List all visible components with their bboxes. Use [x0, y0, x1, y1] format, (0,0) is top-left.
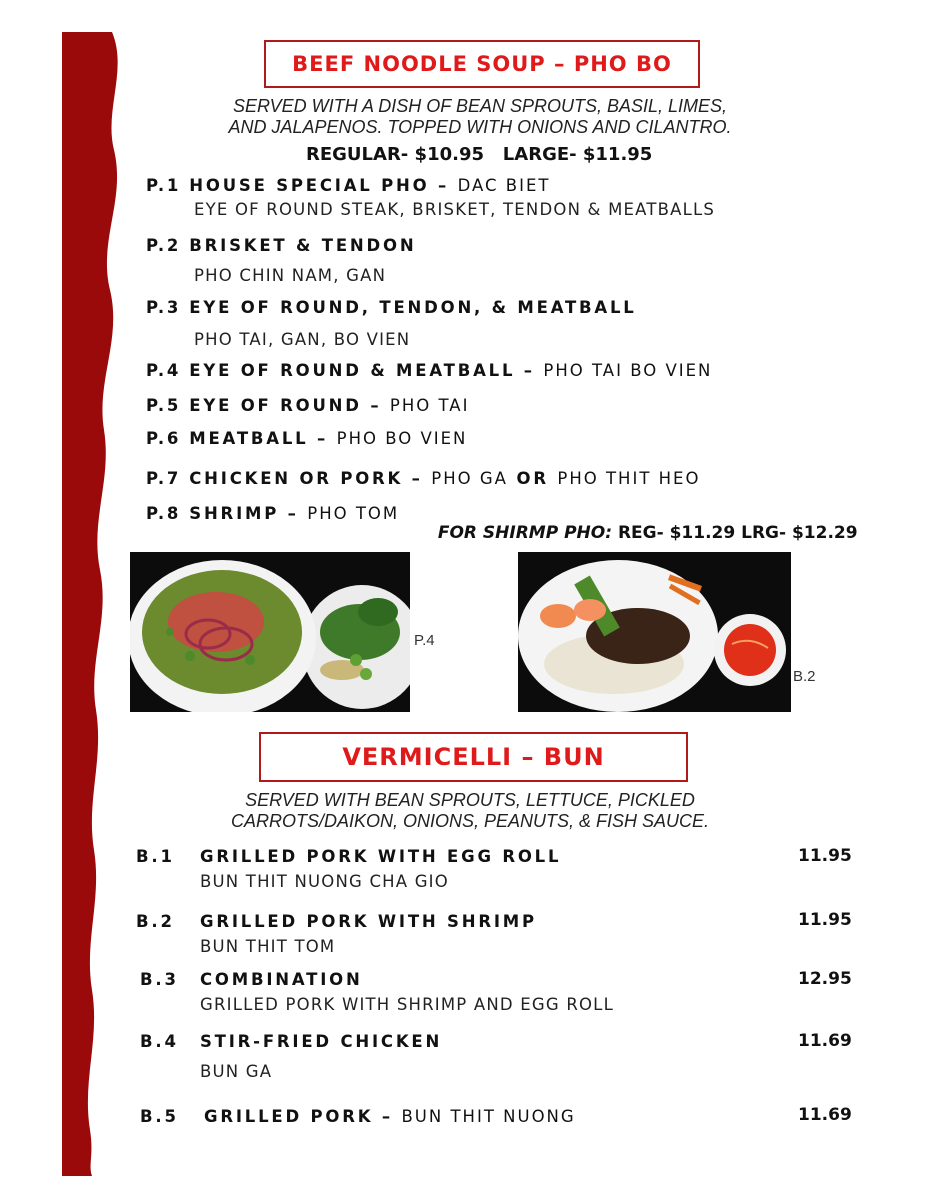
item-name: EYE OF ROUND & MEATBALL	[189, 361, 516, 380]
pho-intro-line-1: SERVED WITH A DISH OF BEAN SPROUTS, BASIL, LIMES,	[232, 96, 728, 116]
item-name: EYE OF ROUND	[189, 396, 362, 415]
bun-item-b3-price: 12.95	[798, 969, 852, 989]
bun-item-b2	[136, 912, 175, 931]
item-code: P.5	[146, 396, 182, 415]
pho-item-p3	[146, 298, 637, 317]
item-dash: –	[308, 429, 337, 448]
item-code: P.7	[146, 469, 182, 488]
bun-item-b2-price: 11.95	[798, 910, 852, 930]
bun-item-b4-desc: BUN GA	[200, 1062, 273, 1081]
pho-item-p4	[146, 361, 712, 380]
photo-caption-right: B.2	[793, 668, 816, 685]
item-code: P.4	[146, 361, 182, 380]
bun-item-b3-desc: GRILLED PORK WITH SHRIMP AND EGG ROLL	[200, 995, 614, 1014]
item-name: SHRIMP	[189, 504, 280, 523]
item-alt: PHO BO VIEN	[336, 429, 468, 448]
shrimp-note-label: FOR SHIRMP PHO:	[437, 523, 613, 543]
item-alt: BUN THIT NUONG	[401, 1107, 576, 1126]
item-code: P.1	[146, 176, 182, 195]
pho-section-title: BEEF NOODLE SOUP – PHO BO	[264, 40, 700, 88]
item-alt: PHO GA	[431, 469, 508, 488]
pho-prices: REGULAR- $10.95 LARGE- $11.95	[306, 144, 653, 165]
bun-intro-line-1: SERVED WITH BEAN SPROUTS, LETTUCE, PICKLED	[245, 790, 695, 810]
photo-vermicelli-bowl	[518, 552, 791, 712]
shrimp-note-prices: REG- $11.29 LRG- $12.29	[612, 523, 858, 543]
bun-item-b1-name: GRILLED PORK WITH EGG ROLL	[200, 847, 562, 866]
bun-item-b1-desc: BUN THIT NUONG CHA GIO	[200, 872, 449, 891]
pho-item-p2-desc: PHO CHIN NAM, GAN	[194, 266, 387, 285]
bun-intro	[170, 790, 770, 832]
bun-item-b1	[136, 847, 175, 866]
bun-item-b5-price: 11.69	[798, 1105, 852, 1125]
item-code: B.2	[136, 912, 175, 931]
bun-item-b5-name: GRILLED PORK – BUN THIT NUONG	[204, 1107, 576, 1126]
pho-item-p2	[146, 236, 416, 255]
item-code: P.6	[146, 429, 182, 448]
bun-section-title: VERMICELLI – BUN	[259, 732, 688, 782]
bun-item-b5	[140, 1107, 179, 1126]
item-name: BRISKET & TENDON	[189, 236, 417, 255]
item-code: B.3	[140, 970, 179, 989]
item-dash: –	[515, 361, 544, 380]
item-dash: –	[373, 1107, 402, 1126]
bun-item-b3-name: COMBINATION	[200, 970, 363, 989]
item-alt: PHO TAI BO VIEN	[543, 361, 713, 380]
item-dash: –	[403, 469, 432, 488]
item-code: B.1	[136, 847, 175, 866]
bun-item-b2-desc: BUN THIT TOM	[200, 937, 336, 956]
red-wavy-border	[0, 0, 140, 1200]
item-dash: –	[361, 396, 390, 415]
item-code: P.2	[146, 236, 182, 255]
item-name: EYE OF ROUND, TENDON, & MEATBALL	[189, 298, 637, 317]
pho-item-p3-desc: PHO TAI, GAN, BO VIEN	[194, 330, 411, 349]
bun-item-b4-price: 11.69	[798, 1031, 852, 1051]
pho-item-p5	[146, 396, 469, 415]
item-name: MEATBALL	[189, 429, 309, 448]
pho-intro-line-2: AND JALAPENOS. TOPPED WITH ONIONS AND CILANTRO.	[228, 117, 732, 137]
item-dash: –	[279, 504, 308, 523]
bun-item-b2-name: GRILLED PORK WITH SHRIMP	[200, 912, 537, 931]
pho-item-p1	[146, 176, 550, 195]
item-alt: DAC BIET	[457, 176, 551, 195]
bun-item-b3	[140, 970, 179, 989]
photo-caption-left: P.4	[414, 632, 435, 649]
item-code: P.8	[146, 504, 182, 523]
item-code: B.4	[140, 1032, 179, 1051]
pho-item-p1-desc: EYE OF ROUND STEAK, BRISKET, TENDON & MEATBALLS	[194, 200, 716, 219]
item-or: OR	[507, 469, 558, 488]
pho-intro	[180, 96, 780, 138]
item-dash: –	[429, 176, 458, 195]
bun-item-b1-price: 11.95	[798, 846, 852, 866]
pho-item-p7	[146, 469, 700, 488]
photo-pho-bowl	[130, 552, 410, 712]
bun-item-b4	[140, 1032, 179, 1051]
item-name: HOUSE SPECIAL PHO	[189, 176, 430, 195]
item-alt: PHO TAI	[389, 396, 470, 415]
bun-item-b4-name: STIR-FRIED CHICKEN	[200, 1032, 443, 1051]
item-alt: PHO TOM	[307, 504, 400, 523]
pho-bowl-illustration	[130, 552, 410, 712]
item-code: B.5	[140, 1107, 179, 1126]
item-alt-2: PHO THIT HEO	[557, 469, 701, 488]
pho-item-p8	[146, 504, 399, 523]
item-code: P.3	[146, 298, 182, 317]
pho-item-p6	[146, 429, 467, 448]
item-name: CHICKEN OR PORK	[189, 469, 404, 488]
bun-intro-line-2: CARROTS/DAIKON, ONIONS, PEANUTS, & FISH SAUCE.	[230, 811, 710, 831]
shrimp-pho-price-note	[426, 503, 858, 543]
vermicelli-illustration	[518, 552, 791, 712]
